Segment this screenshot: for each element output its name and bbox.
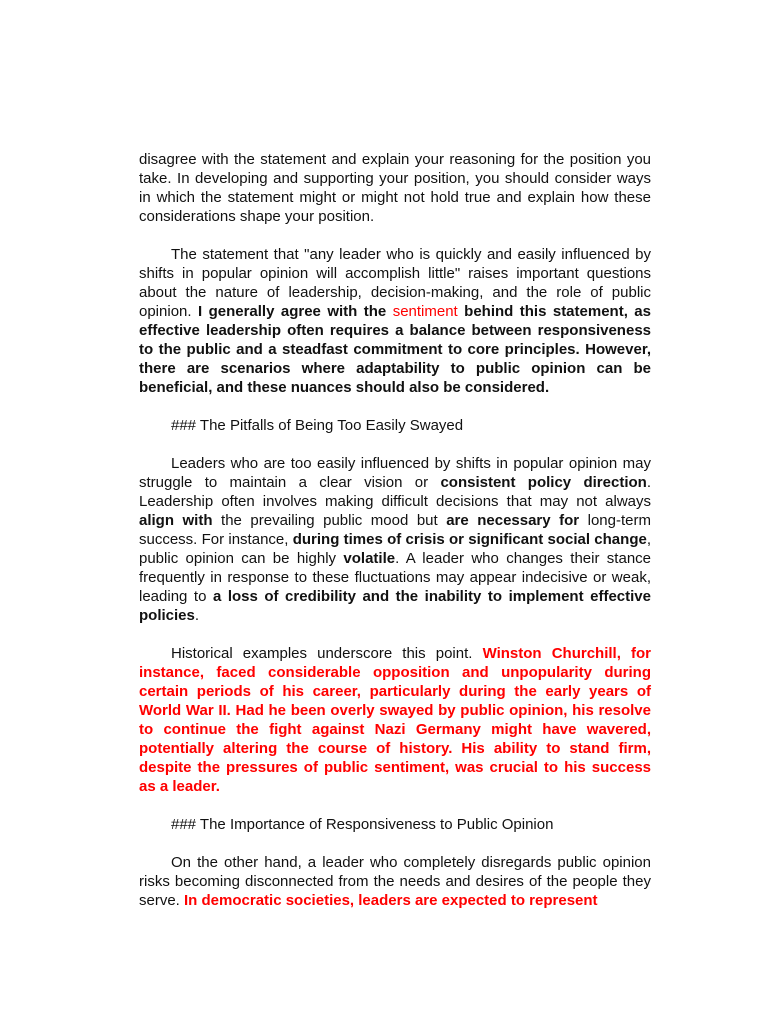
text-run: The statement that "any leader who is quickly and easily influenced by shifts in popular opinion will accomplish little" raises important questions about the nature of leadership, decision-making, and the role of public opinion. (139, 246, 651, 320)
paragraph-churchill (139, 644, 651, 796)
text-run: are necessary for (446, 512, 580, 529)
text-run: On the other hand, a leader who completely disregards public opinion risks becoming disconnected from the needs and desires of the people they serve. (139, 854, 651, 909)
text-run: . Leadership often involves making difficult decisions that may not always (139, 474, 651, 510)
text-run: . A leader who changes their stance frequently in response to these fluctuations may appear indecisive or weak, leading to (139, 550, 651, 605)
paragraph-responsiveness (139, 853, 651, 910)
paragraph-prompt (139, 150, 651, 226)
text-run: Leaders who are too easily influenced by shifts in popular opinion may struggle to maintain a clear vision or (139, 455, 651, 491)
document-page (139, 150, 651, 929)
text-run: Winston Churchill, for instance, faced considerable opposition and unpopularity during certain periods of his career, particularly during the early years of World War II. Had he been overly swayed by public opinion, his resolve to continue the fight against Nazi Germany might have wavered, potentially altering the course of history. His ability to stand firm, despite the pressures of public sentiment, was crucial to his success as a leader. (139, 645, 651, 795)
text-run: during times of crisis or significant social change (292, 531, 647, 548)
text-run: long-term success. For instance, (139, 512, 651, 548)
paragraph-pitfalls (139, 454, 651, 625)
section-heading-pitfalls: ### The Pitfalls of Being Too Easily Swayed (171, 417, 464, 434)
text-run: the prevailing public mood but (212, 512, 447, 529)
text-run: consistent policy direction (440, 474, 647, 491)
text-run: . (194, 607, 200, 624)
text-run: In democratic societies, leaders are expected to represent (184, 892, 598, 909)
paragraph-intro (139, 245, 651, 397)
text-run: a loss of credibility and the inability to implement effective policies (139, 588, 651, 624)
text-run: volatile (343, 550, 396, 567)
text-run: behind this statement, as effective leadership often requires a balance between responsiveness to the public and a steadfast commitment to core principles. However, there are scenarios where adaptability to public opinion can be beneficial, and these nuances should also be considered. (139, 303, 651, 396)
text-run: , public opinion can be highly (139, 531, 651, 567)
section-heading-responsiveness: ### The Importance of Responsiveness to Public Opinion (171, 816, 554, 833)
text-run: Historical examples underscore this point. (171, 645, 483, 662)
text-run: sentiment (392, 303, 458, 320)
text-run: I generally agree with the (197, 303, 393, 320)
text-run: align with (139, 512, 213, 529)
text-run: disagree with the statement and explain your reasoning for the position you take. In developing and supporting your position, you should consider ways in which the statement might or might not hold true and explain how these considerations shape your position. (139, 151, 651, 225)
